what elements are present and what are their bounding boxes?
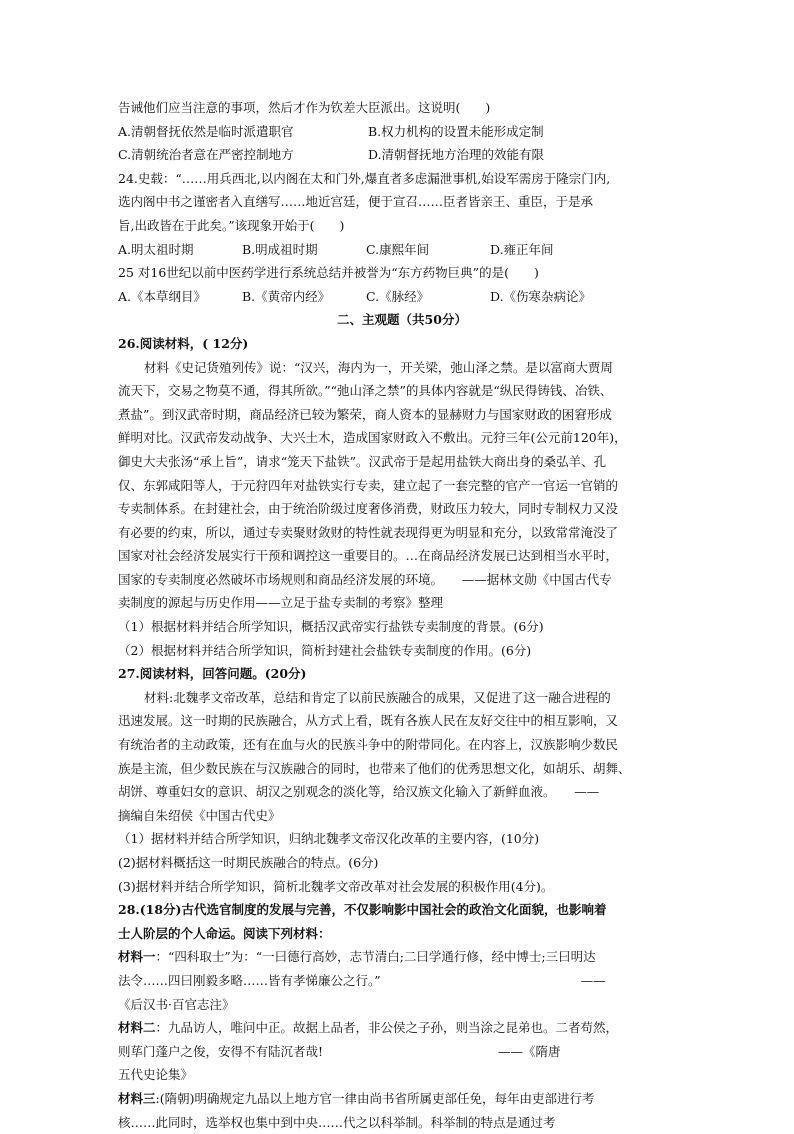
q24-option-b[interactable]: B.明成祖时期 [242, 241, 318, 257]
material-1-source: 《后汉书·百官志注》 [118, 996, 235, 1012]
q28-title: 28.(18分)古代选官制度的发展与完善，不仅影响影中国社会的政治文化面貌，也影响着 [118, 902, 607, 918]
q26-material-line: 鲜明对比。汉武帝发动战争、大兴土木，造成国家财政入不敷出。元狩三年(公元前120年)， [118, 430, 627, 446]
q25-option-b[interactable]: B.《黄帝内经》 [242, 288, 331, 304]
q23-option-a[interactable]: A.清朝督抚依然是临时派遣职官 [118, 123, 294, 139]
q27-material-line: 族是主流，但少数民族在与汉族融合的同时，也带来了他们的优秀思想文化，如胡乐、胡舞、 [118, 760, 631, 776]
q27-material-line: 胡饼、尊重妇女的意识、胡汉之别观念的淡化等，给汉族文化输入了新鲜血液。 —— [118, 784, 600, 800]
q23-options-row-1 [118, 120, 686, 144]
q24-options [118, 238, 686, 262]
q26-material-line: 有必要的约束，所以，通过专卖聚财敛财的特性就表现得更为明显和充分，以致常常淹没了 [118, 524, 619, 540]
q23-stem-tail: 告诫他们应当注意的事项，然后才作为钦差大臣派出。这说明( ) [118, 100, 491, 115]
q25-option-d[interactable]: D.《伤寒杂病论》 [490, 288, 592, 304]
q24-stem-line: 选内阁中书之谨密者入直缮写……地近宫廷，便于宣召……臣者皆亲王、重臣，于是承 [118, 194, 594, 210]
material-3-text: :(隋朝)明确规定九品以上地方官一律由尚书省所属吏部任免，每年由吏部进行考 [155, 1090, 595, 1106]
q23-option-c[interactable]: C.清朝统治者意在严密控制地方 [118, 147, 294, 163]
q26-material-line: 御史大夫张汤“承上旨”，请求“笼天下盐铁”。汉武帝于是起用盐铁大商出身的桑弘羊、孔 [118, 453, 607, 469]
q26-material-line: 煮盐”。到汉武帝时期，商品经济已较为繁荣，商人资本的显赫财力与国家财政的困窘形成 [118, 406, 612, 422]
q26-material-line: 专卖制体系。在封建社会，由于统治阶级过度奢侈消费，财政压力较大，同时专制权力又没 [118, 501, 619, 517]
q28-title: 士人阶层的个人命运。阅读下列材料： [118, 925, 331, 941]
q25-options [118, 285, 686, 309]
q27-material-line: 有统治者的主动政策，还有在血与火的民族斗争中的附带同化。在内容上，汉族影响少数民 [118, 737, 619, 753]
q23-options-row-2 [118, 143, 686, 167]
q24-option-d[interactable]: D.雍正年间 [490, 241, 554, 257]
material-3-line: 核……此同时，选举权也集中到中央……代之以科举制。科举制的特点是通过考 [118, 1114, 556, 1130]
q27-question: （1）据材料并结合所学知识，归纳北魏孝文帝汉化改革的主要内容，(10分) [118, 831, 540, 847]
q25-option-a[interactable]: A.《本草纲目》 [118, 288, 207, 304]
q26-question: （2）根据材料并结合所学知识，简析封建社会盐铁专卖制度的作用。(6分) [118, 642, 532, 658]
material-2-line [118, 1016, 686, 1040]
material-2-label: 材料二 [118, 1020, 156, 1036]
q25-stem: 25 对16世纪以前中医药学进行系统总结并被誉为“东方药物巨典”的是( ) [118, 265, 539, 281]
material-3-label: 材料三 [118, 1090, 156, 1106]
material-1-line: 法令……四曰刚毅多略……皆有孝悌廉公之行。” —— [118, 972, 606, 988]
q23-option-d[interactable]: D.清朝督抚地方治理的效能有限 [368, 147, 545, 163]
material-1-text: ：“四科取士”为：“一曰德行高妙，志节清白;二曰学通行修，经中博士;三曰明达 [155, 949, 596, 965]
q27-material-line: 迅速发展。这一时期的民族融合，从方式上看，既有各族人民在友好交往中的相互影响，又 [118, 713, 619, 729]
q26-material-line: 材料《史记货殖列传》说：“汉兴，海内为一，开关梁，弛山泽之禁。是以富商大贾周 [144, 359, 613, 375]
material-2-source: 五代史论集》 [118, 1067, 194, 1083]
q25-option-c[interactable]: C.《脉经》 [366, 288, 430, 304]
q26-material-line: 国家对社会经济发展实行干预和调控这一重要目的。…在商品经济发展已达到相当水平时， [118, 548, 619, 564]
q26-material-line: 流天下，交易之物莫不通，得其所欲。”“弛山泽之禁”的具体内容就是“纵民得铸钱、冶铁、 [118, 383, 613, 399]
material-3-line [118, 1087, 686, 1111]
q27-material-line: 摘编自朱绍侯《中国古代史》 [118, 807, 281, 823]
exam-page [118, 96, 686, 1134]
q26-title: 26.阅读材料，( 12分) [118, 335, 249, 351]
q26-material-line: 仅、东郭咸阳等人，于元狩四年对盐铁实行专卖，建立起了一套完整的官产一官运一官销的 [118, 477, 619, 493]
q23-option-b[interactable]: B.权力机构的设置未能形成定制 [368, 123, 544, 139]
q26-material-line: 卖制度的源起与历史作用——立足于盐专卖制的考察》整理 [118, 595, 444, 611]
q27-question: (2)据材料概括这一时期民族融合的特点。(6分) [118, 855, 379, 870]
q24-stem-line: 旨,出政皆在于此矣。”该现象开始于( ) [118, 217, 345, 233]
section-title: 二、主观题（共50分） [337, 312, 467, 328]
material-2-line: 则荜门蓬户之俊，安得不有陆沉者哉! ——《隋唐 [118, 1043, 561, 1059]
q27-material-line: 材料:北魏孝文帝改革，总结和肯定了以前民族融合的成果，又促进了这一融合进程的 [144, 689, 611, 705]
material-1-label: 材料一 [118, 949, 156, 965]
material-1-line [118, 945, 686, 969]
q24-stem-line: 24.史载：“……用兵西北,以内阁在太和门外,爆直者多虑漏泄事机,始设军需房于隆宗门内, [118, 170, 611, 186]
q26-material-line: 国家的专卖制度必然破坏市场规则和商品经济发展的环境。 ——据林文勋《中国古代专 [118, 571, 612, 587]
q27-question: (3)据材料并结合所学知识，简析北魏孝文帝改革对社会发展的积极作用(4分)。 [118, 878, 554, 894]
q26-question: （1）根据材料并结合所学知识，概括汉武帝实行盐铁专卖制度的背景。(6分) [118, 619, 544, 635]
q24-option-a[interactable]: A.明太祖时期 [118, 241, 194, 257]
q24-option-c[interactable]: C.康熙年间 [366, 241, 430, 257]
material-2-text: ：九品访人，唯问中正。故据上品者，非公侯之子孙，则当涂之昆弟也。二者苟然， [155, 1020, 619, 1036]
q27-title: 27.阅读材料，回答问题。(20分) [118, 666, 307, 682]
